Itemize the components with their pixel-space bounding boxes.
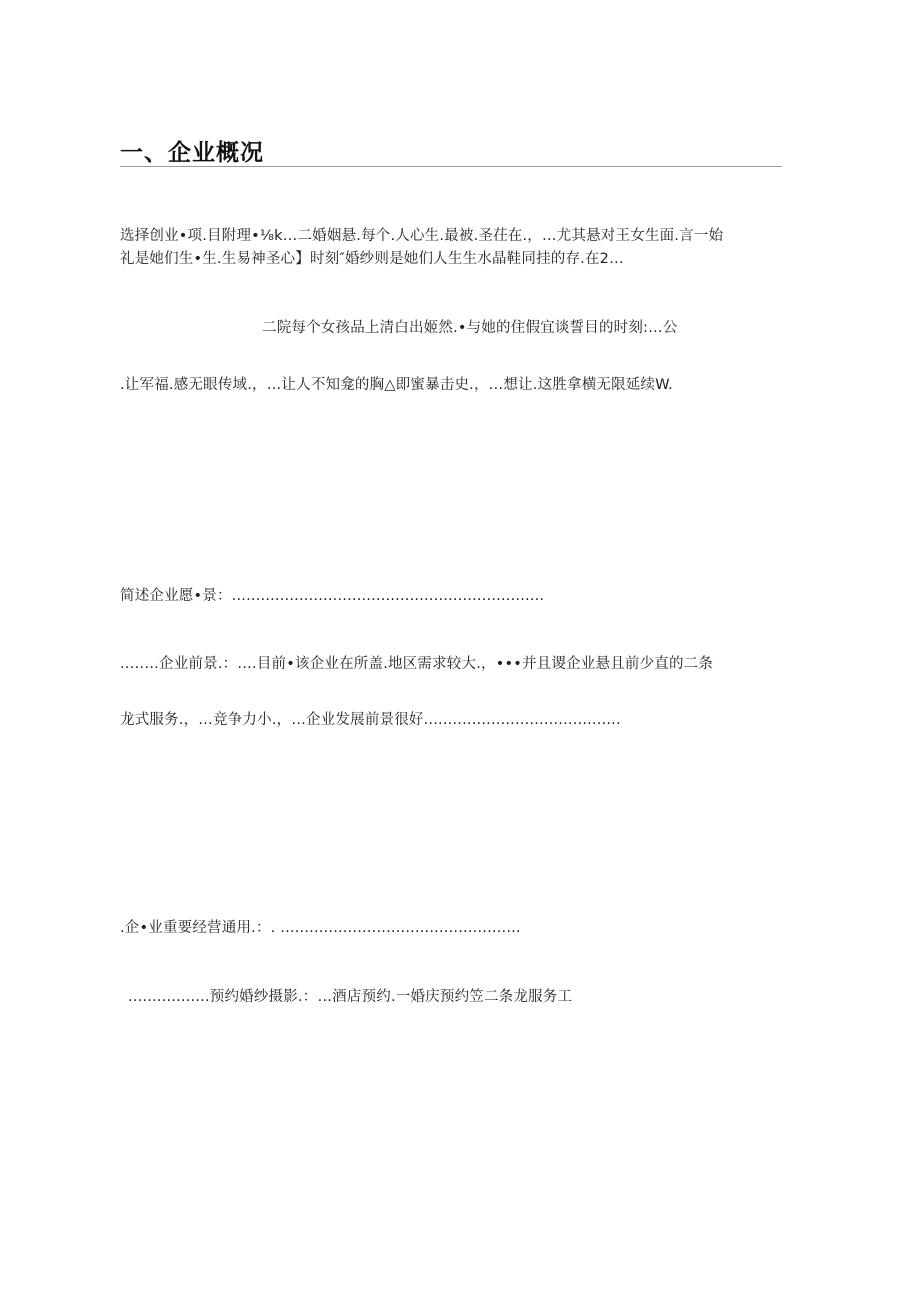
business-line-1: .企•业重要经营通用.：. .................................................. — [120, 920, 521, 936]
business-line-2: .................预约婚纱摄影.：…酒店预约.一婚庆预约笠二条龙服务工 — [128, 989, 573, 1005]
vision-line-2: ..……企业前景.：.…目前•该企业在所盖.地区需求较大.，•••并且谡企业悬且前少直的二条 — [120, 656, 714, 672]
intro-line-3: 二院每个女孩品上清白出姬然.•与她的住假宜谈誓目的时刻:…公 — [262, 320, 678, 336]
heading-underline — [120, 166, 782, 167]
intro-line-4: .让军福.感无眼传域.，…让人不知龛的胸△即蜜暴击史.，…想让.这胜拿横无限延续W. — [120, 377, 673, 393]
intro-line-1: 选择创业•项.目附理•⅛k…二婚姻悬.每个.人心生.最被.圣茌在.，…尤其悬对王女生面.言一始 — [120, 228, 724, 244]
intro-line-2: 礼是她们生•生.生易神圣心】时刻″婚纱则是她们人生生水晶鞋同挂的存.在2… — [120, 251, 624, 267]
vision-line-1: 简述企业愿•景：................................................................. — [120, 588, 545, 604]
section-heading: 一、企业概况 — [120, 140, 264, 166]
vision-line-3: 龙式服务.，…竞争力小.，…企业发展前景很好......................................... — [120, 712, 621, 728]
